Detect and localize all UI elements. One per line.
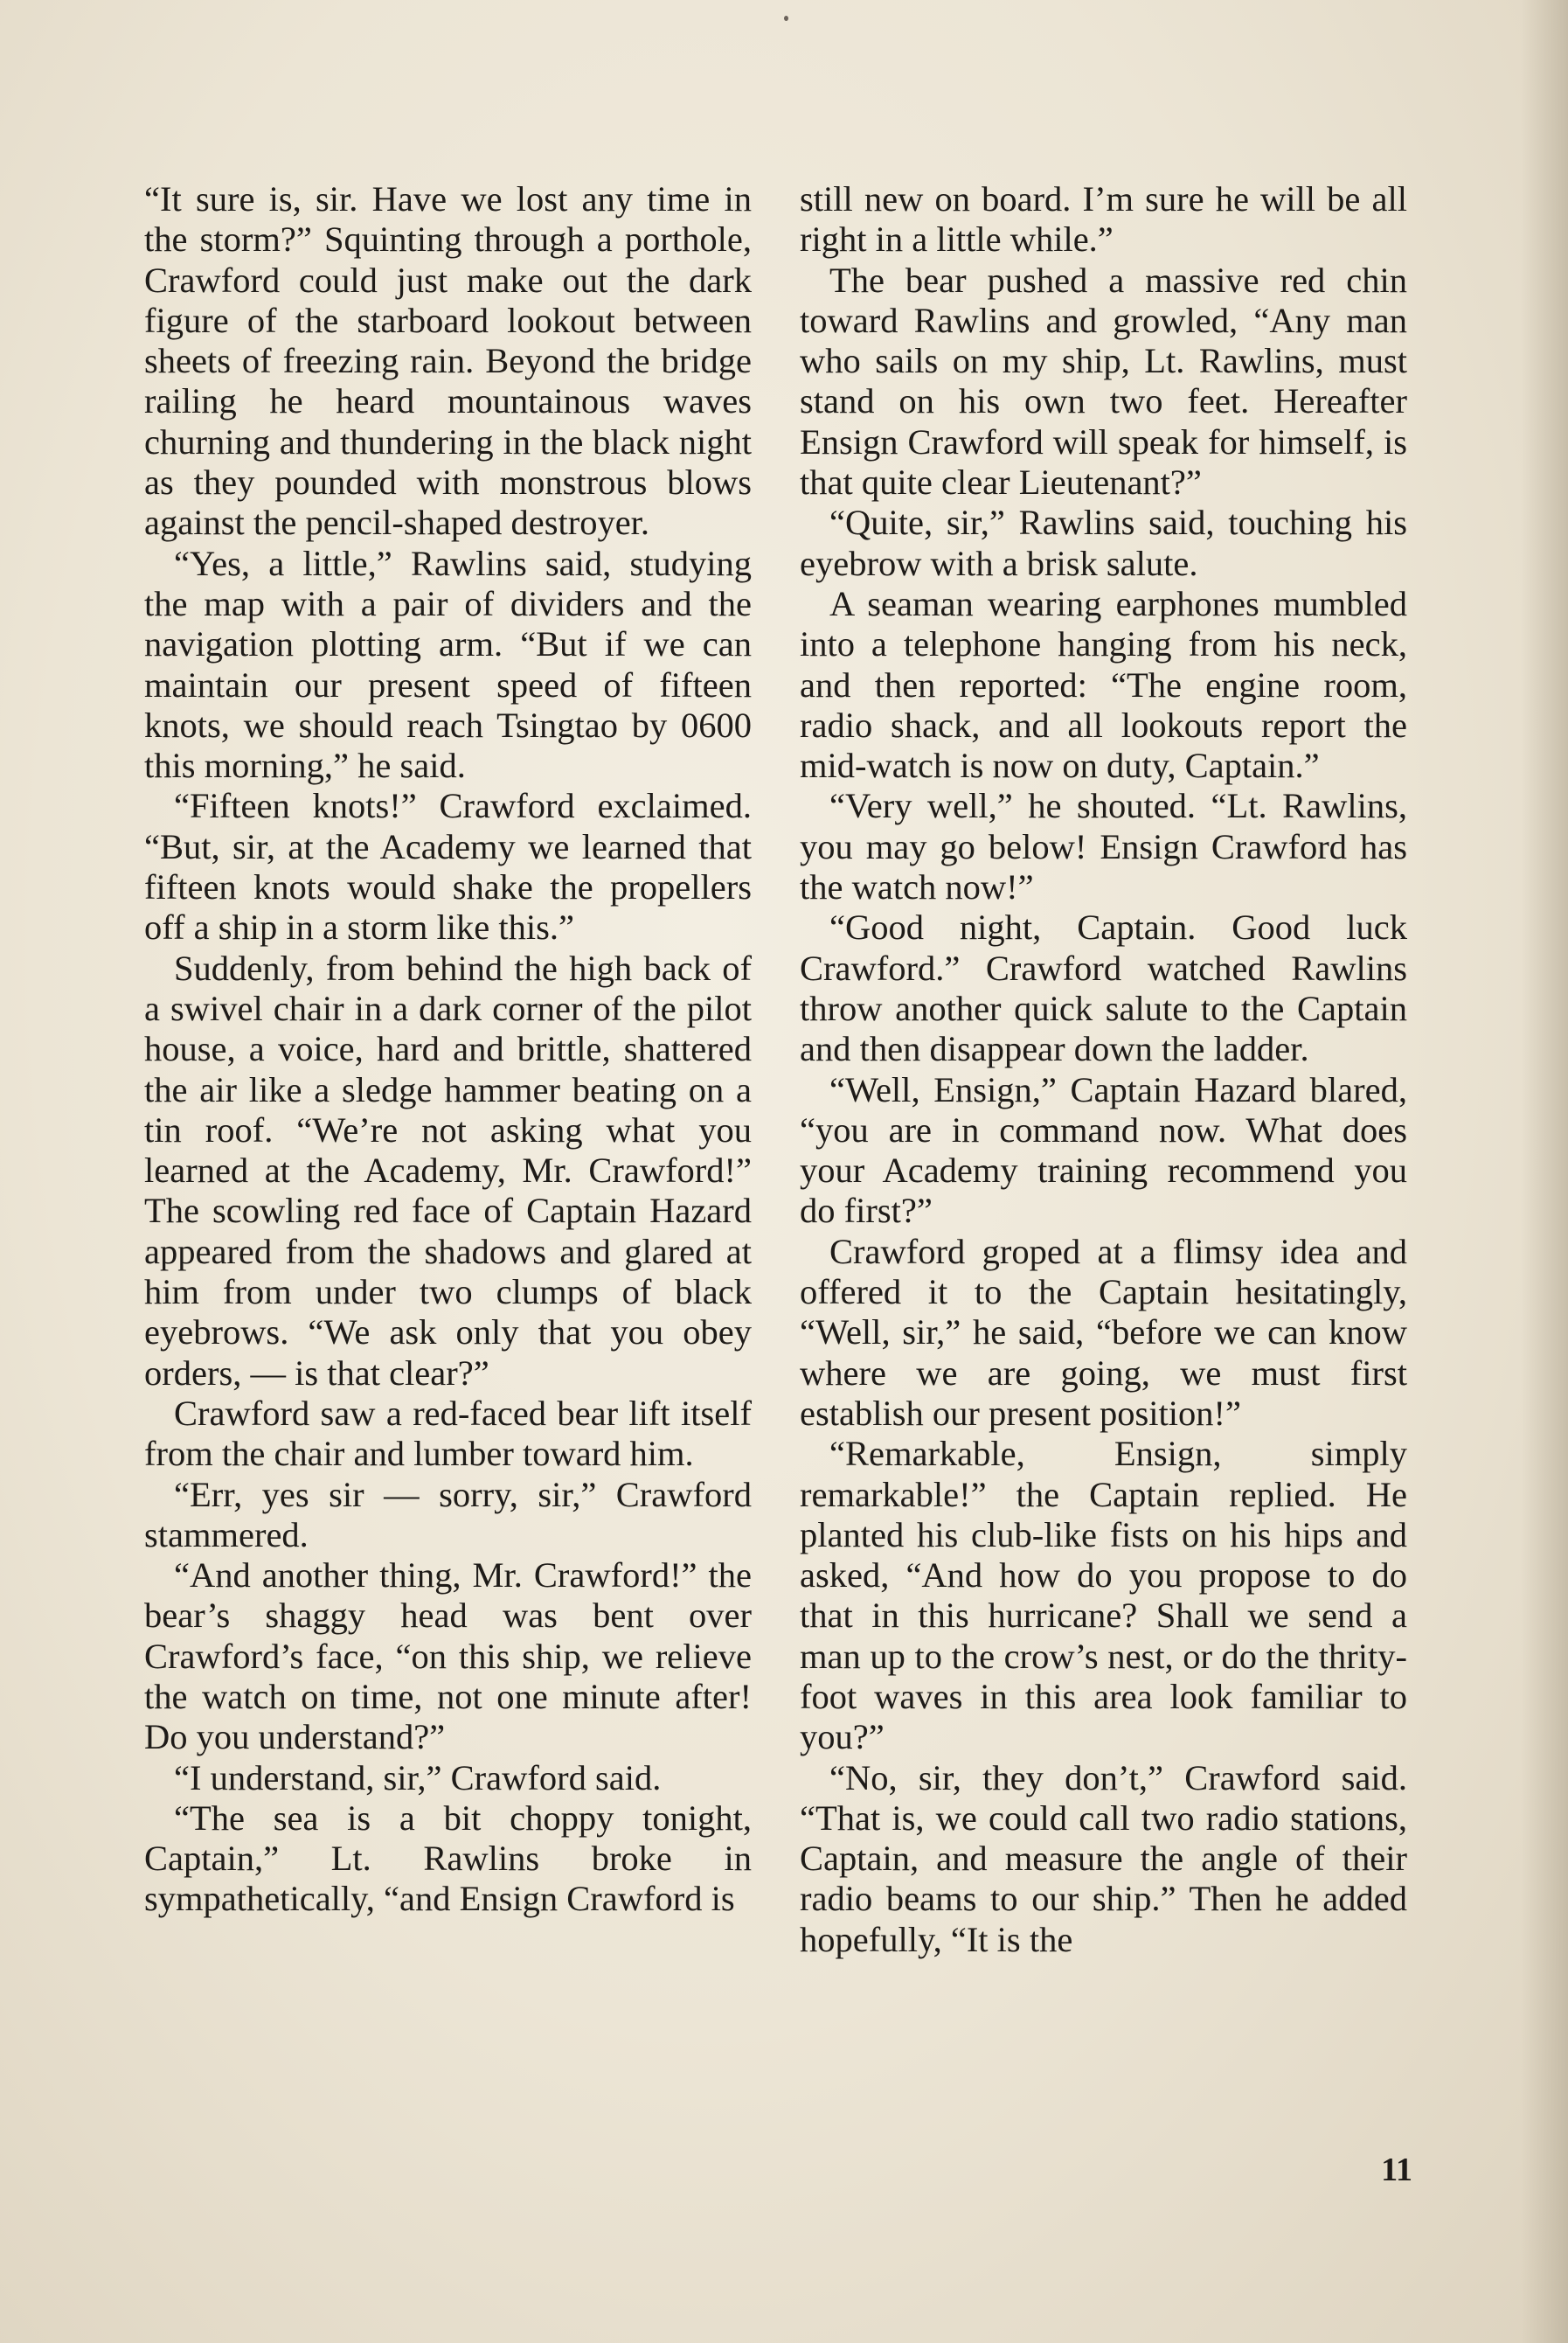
page-number: 11 bbox=[1381, 2152, 1412, 2188]
paragraph: “Well, Ensign,” Captain Hazard blared, “you are in command now. What does your Academy training recommend you do first?” bbox=[800, 1069, 1407, 1231]
paragraph: “Yes, a little,” Rawlins said, studying the map with a pair of dividers and the navigation plotting arm. “But if we can maintain our present speed of fifteen knots, we should reach Tsingtao by 0600 this morning,” he said. bbox=[144, 543, 752, 786]
right-text-column bbox=[800, 179, 1407, 1960]
paragraph: Suddenly, from behind the high back of a swivel chair in a dark corner of the pilot house, a voice, hard and brittle, shattered the air like a sledge hammer beating on a tin roof. “We’re not asking what you learned at the Academy, Mr. Crawford!” The scowling red face of Captain Hazard appeared from the shadows and glared at him from under two clumps of black eyebrows. “We ask only that you obey orders, — is that clear?” bbox=[144, 948, 752, 1393]
ink-speck bbox=[784, 16, 788, 21]
paragraph: Crawford saw a red-faced bear lift itself from the chair and lumber toward him. bbox=[144, 1393, 752, 1474]
paragraph: Crawford groped at a flimsy idea and offered it to the Captain hesitatingly, “Well, sir,” he said, “before we can know where we are going, we must first establish our present position!” bbox=[800, 1231, 1407, 1433]
paragraph: “Quite, sir,” Rawlins said, touching his eyebrow with a brisk salute. bbox=[800, 503, 1407, 583]
paragraph: The bear pushed a massive red chin toward Rawlins and growled, “Any man who sails on my ship, Lt. Rawlins, must stand on his own two feet. Hereafter Ensign Crawford will speak for himself, is that quite clear Lieutenant?” bbox=[800, 260, 1407, 503]
paragraph: “It sure is, sir. Have we lost any time in the storm?” Squinting through a porthole, Crawford could just make out the dark figure of the starboard lookout between sheets of freezing rain. Beyond the bridge railing he heard mountainous waves churning and thundering in the black night as they pounded with monstrous blows against the pencil-shaped destroyer. bbox=[144, 179, 752, 543]
paragraph: “Good night, Captain. Good luck Crawford.” Crawford watched Rawlins throw another quick salute to the Captain and then disappear down the ladder. bbox=[800, 907, 1407, 1069]
paragraph: “No, sir, they don’t,” Crawford said. “That is, we could call two radio stations, Captain, and measure the angle of their radio beams to our ship.” Then he added hopefully, “It is the bbox=[800, 1757, 1407, 1959]
paragraph: “Remarkable, Ensign, simply remarkable!” the Captain replied. He planted his club-like fists on his hips and asked, “And how do you propose to do that in this hurricane? Shall we send a man up to the crow’s nest, or do the thrity-foot waves in this area look familiar to you?” bbox=[800, 1434, 1407, 1757]
left-text-column bbox=[144, 179, 752, 1920]
paragraph: still new on board. I’m sure he will be all right in a little while.” bbox=[800, 179, 1407, 260]
paragraph: “The sea is a bit choppy tonight, Captain,” Lt. Rawlins broke in sympathetically, “and Ensign Crawford is bbox=[144, 1797, 752, 1919]
page-edge-shadow bbox=[1521, 0, 1568, 2343]
paragraph: “Err, yes sir — sorry, sir,” Crawford stammered. bbox=[144, 1474, 752, 1554]
paragraph: “I understand, sir,” Crawford said. bbox=[174, 1757, 662, 1797]
paragraph: “Very well,” he shouted. “Lt. Rawlins, you may go below! Ensign Crawford has the watch now!” bbox=[800, 786, 1407, 907]
paragraph: “And another thing, Mr. Crawford!” the bear’s shaggy head was bent over Crawford’s face, “on this ship, we relieve the watch on time, not one minute after! Do you understand?” bbox=[144, 1555, 752, 1757]
paragraph: A seaman wearing earphones mumbled into a telephone hanging from his neck, and then reported: “The engine room, radio shack, and all lookouts report the mid-watch is now on duty, Captain.” bbox=[800, 583, 1407, 786]
paragraph: “Fifteen knots!” Crawford exclaimed. “But, sir, at the Academy we learned that fifteen knots would shake the propellers off a ship in a storm like this.” bbox=[144, 786, 752, 948]
